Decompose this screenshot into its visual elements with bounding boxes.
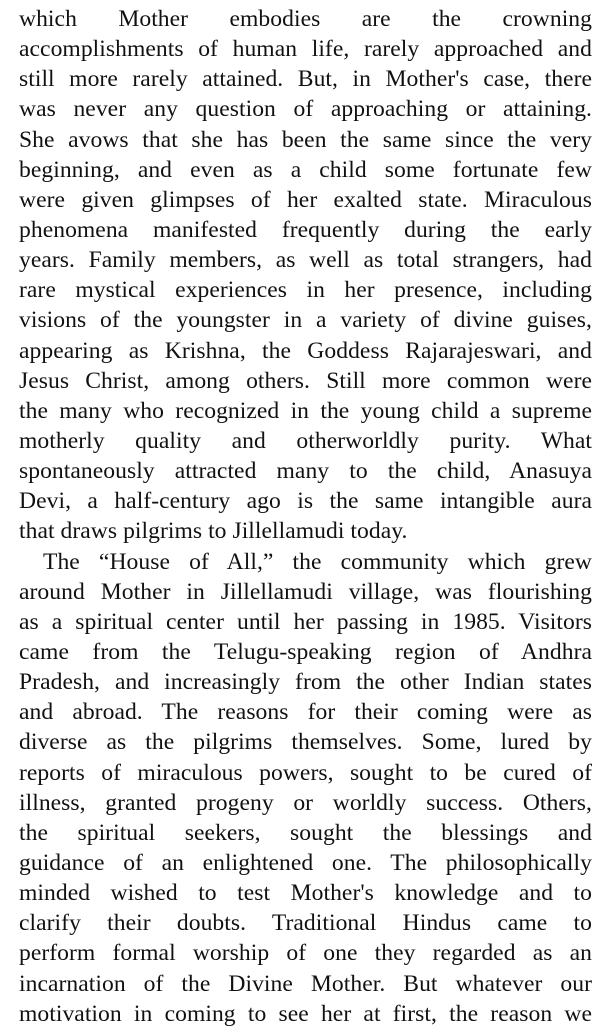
text-line: that draws pilgrims to Jillellamudi today. — [19, 518, 408, 545]
text-line: and abroad. The reasons for their coming were as — [19, 699, 592, 726]
text-line: spontaneously attracted many to the child, Anasuya — [19, 458, 592, 485]
text-line: years. Family members, as well as total strangers, had — [19, 247, 592, 274]
text-line: reports of miraculous powers, sought to be cured of — [19, 759, 592, 786]
body-text — [19, 4, 592, 1029]
text-line: incarnation of the Divine Mother. But whatever our — [19, 970, 592, 997]
text-line: still more rarely attained. But, in Mother's case, there — [19, 66, 592, 93]
text-line: were given glimpses of her exalted state. Miraculous — [19, 186, 592, 213]
text-line: motherly quality and otherworldly purity. What — [19, 427, 592, 454]
text-line: phenomena manifested frequently during the early — [19, 216, 592, 243]
text-line: illness, granted progeny or worldly success. Others, — [19, 789, 592, 816]
text-line: diverse as the pilgrims themselves. Some, lured by — [19, 729, 592, 756]
text-line: as a spiritual center until her passing in 1985. Visitors — [19, 608, 592, 635]
text-line: appearing as Krishna, the Goddess Rajarajeswari, and — [19, 337, 592, 364]
text-line: She avows that she has been the same since the very — [19, 126, 592, 153]
text-line: motivation in coming to see her at first, the reason we — [19, 1000, 592, 1027]
text-line: was never any question of approaching or attaining. — [19, 96, 592, 123]
text-line: which Mother embodies are the crowning — [19, 6, 592, 32]
text-line: clarify their doubts. Traditional Hindus came to — [19, 910, 592, 937]
text-line: minded wished to test Mother's knowledge and to — [19, 880, 592, 907]
text-line: around Mother in Jillellamudi village, was flourishing — [19, 578, 592, 605]
text-line: perform formal worship of one they regarded as an — [19, 940, 592, 967]
text-line: Jesus Christ, among others. Still more common were — [19, 367, 592, 394]
text-line: came from the Telugu-speaking region of Andhra — [19, 638, 592, 665]
text-line: Devi, a half-century ago is the same intangible aura — [19, 488, 592, 515]
text-line: accomplishments of human life, rarely approached and — [19, 36, 592, 63]
text-line: guidance of an enlightened one. The philosophically — [19, 849, 592, 876]
text-line: beginning, and even as a child some fortunate few — [19, 156, 592, 183]
text-line: The “House of All,” the community which grew — [43, 548, 592, 575]
text-line: rare mystical experiences in her presence, including — [19, 277, 592, 304]
text-line: visions of the youngster in a variety of divine guises, — [19, 307, 592, 334]
paragraph-1 — [19, 4, 592, 547]
text-line: the many who recognized in the young child a supreme — [19, 397, 592, 424]
text-line: Pradesh, and increasingly from the other Indian states — [19, 669, 592, 696]
paragraph-2 — [19, 547, 592, 1029]
text-line: the spiritual seekers, sought the blessings and — [19, 819, 592, 846]
